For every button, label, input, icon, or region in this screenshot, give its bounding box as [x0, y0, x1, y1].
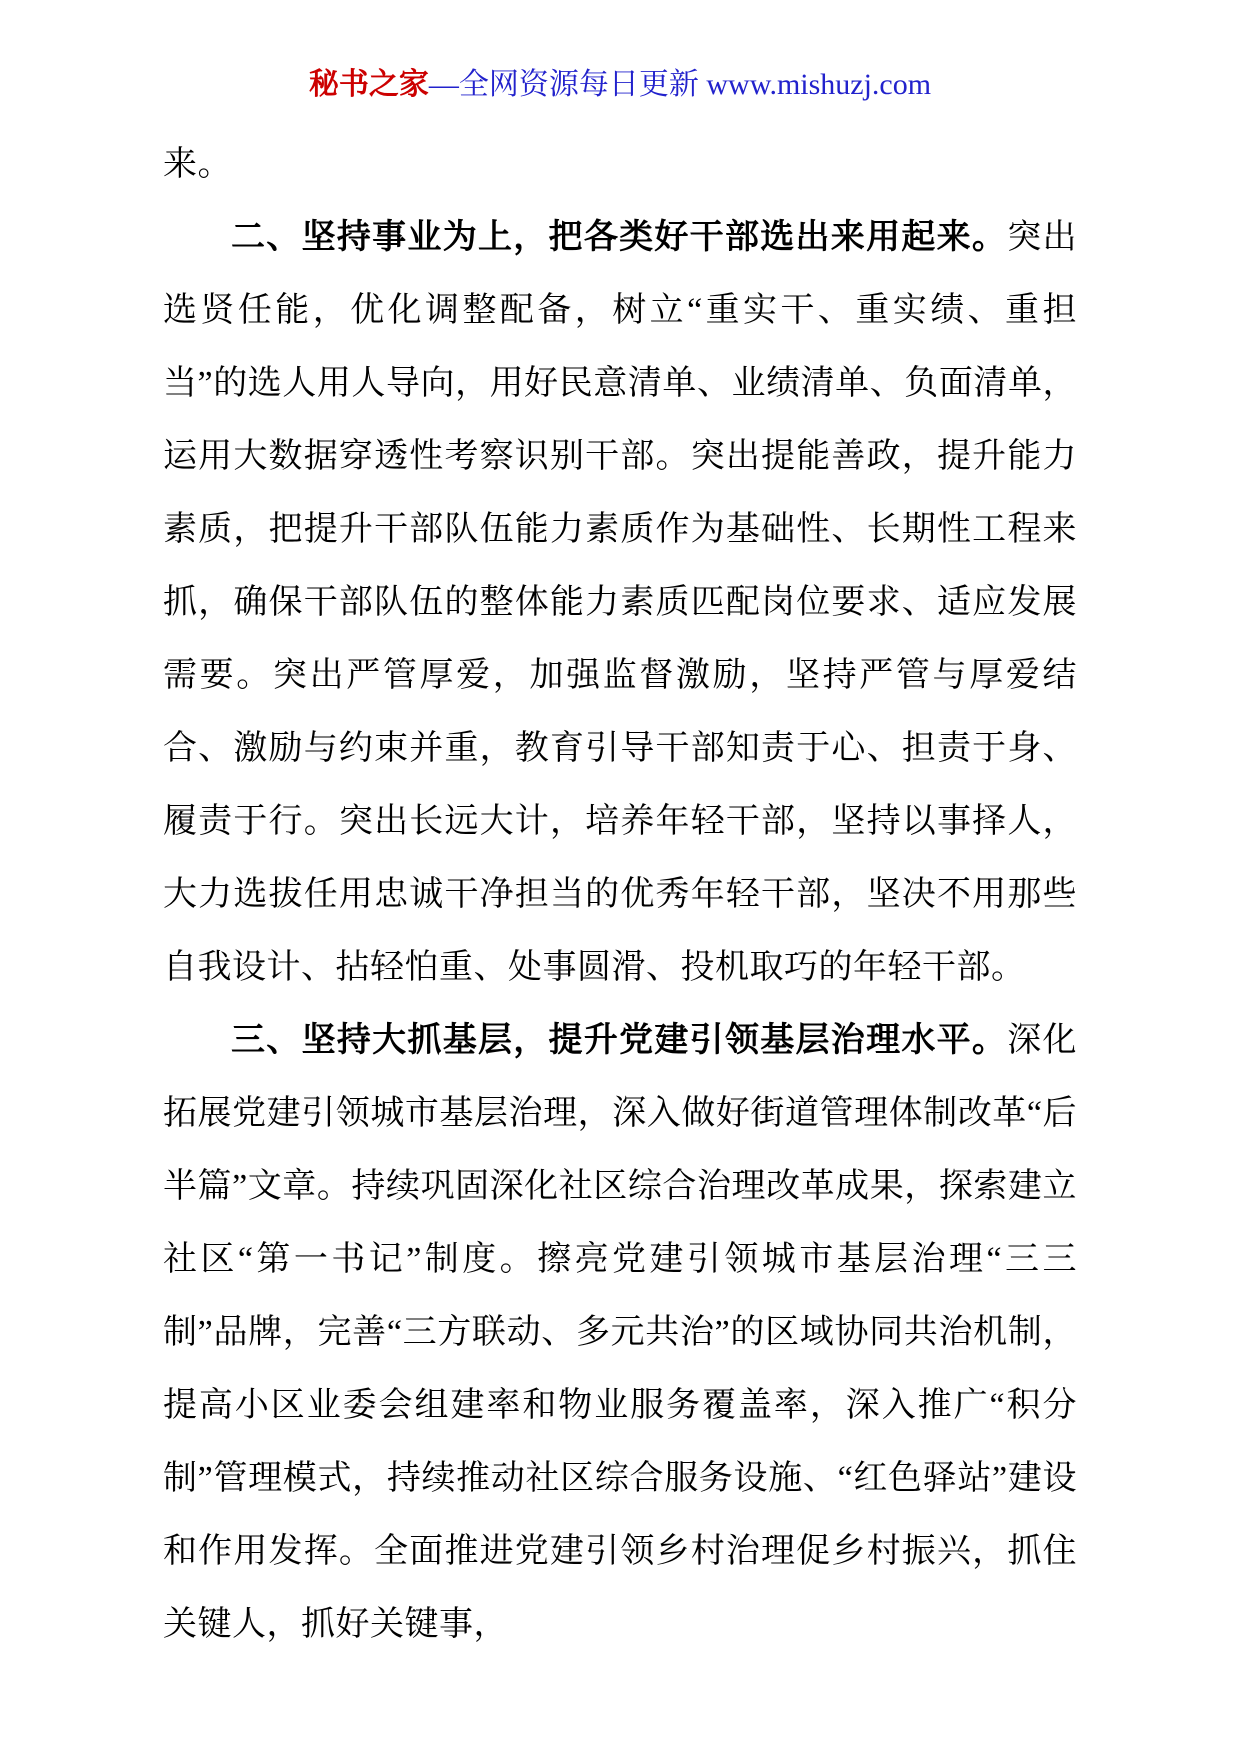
paragraph-text: 来。: [163, 146, 232, 183]
paragraph-text: 深化拓展党建引领城市基层治理，深入做好街道管理体制改革“后半篇”文章。持续巩固深化社区综合治理改革成果，探索建立社区“第一书记”制度。擦亮党建引领城市基层治理“三三制”品牌，完善“三方联动、多元共治”的区域协同共治机制，提高小区业委会组建率和物业服务覆盖率，深入推广“积分制”管理模式，持续推动社区综合服务设施、“红色驿站”建设和作用发挥。全面推进党建引领乡村治理促乡村振兴，抓住关键人，抓好关键事，: [163, 1022, 1078, 1643]
paragraph-continuation: [163, 128, 1077, 201]
document-body: [163, 128, 1077, 1661]
paragraph-section-two: [163, 201, 1077, 1004]
paragraph-lead: 三、坚持大抓基层，提升党建引领基层治理水平。: [231, 1022, 1008, 1059]
site-url-link[interactable]: www.mishuzj.com: [706, 68, 932, 101]
site-brand: 秘书之家: [308, 68, 429, 101]
paragraph-text: 突出选贤任能，优化调整配备，树立“重实干、重实绩、重担当”的选人用人导向，用好民意清单、业绩清单、负面清单，运用大数据穿透性考察识别干部。突出提能善政，提升能力素质，把提升干部队伍能力素质作为基础性、长期性工程来抓，确保干部队伍的整体能力素质匹配岗位要求、适应发展需要。突出严管厚爱，加强监督激励，坚持严管与厚爱结合、激励与约束并重，教育引导干部知责于心、担责于身、履责于行。突出长远大计，培养年轻干部，坚持以事择人，大力选拔任用忠诚干净担当的优秀年轻干部，坚决不用那些自我设计、拈轻怕重、处事圆滑、投机取巧的年轻干部。: [163, 219, 1078, 986]
paragraph-lead: 二、坚持事业为上，把各类好干部选出来用起来。: [231, 219, 1008, 256]
paragraph-section-three: [163, 1004, 1077, 1661]
site-header: [163, 64, 1077, 106]
site-tagline: —全网资源每日更新: [428, 68, 707, 101]
